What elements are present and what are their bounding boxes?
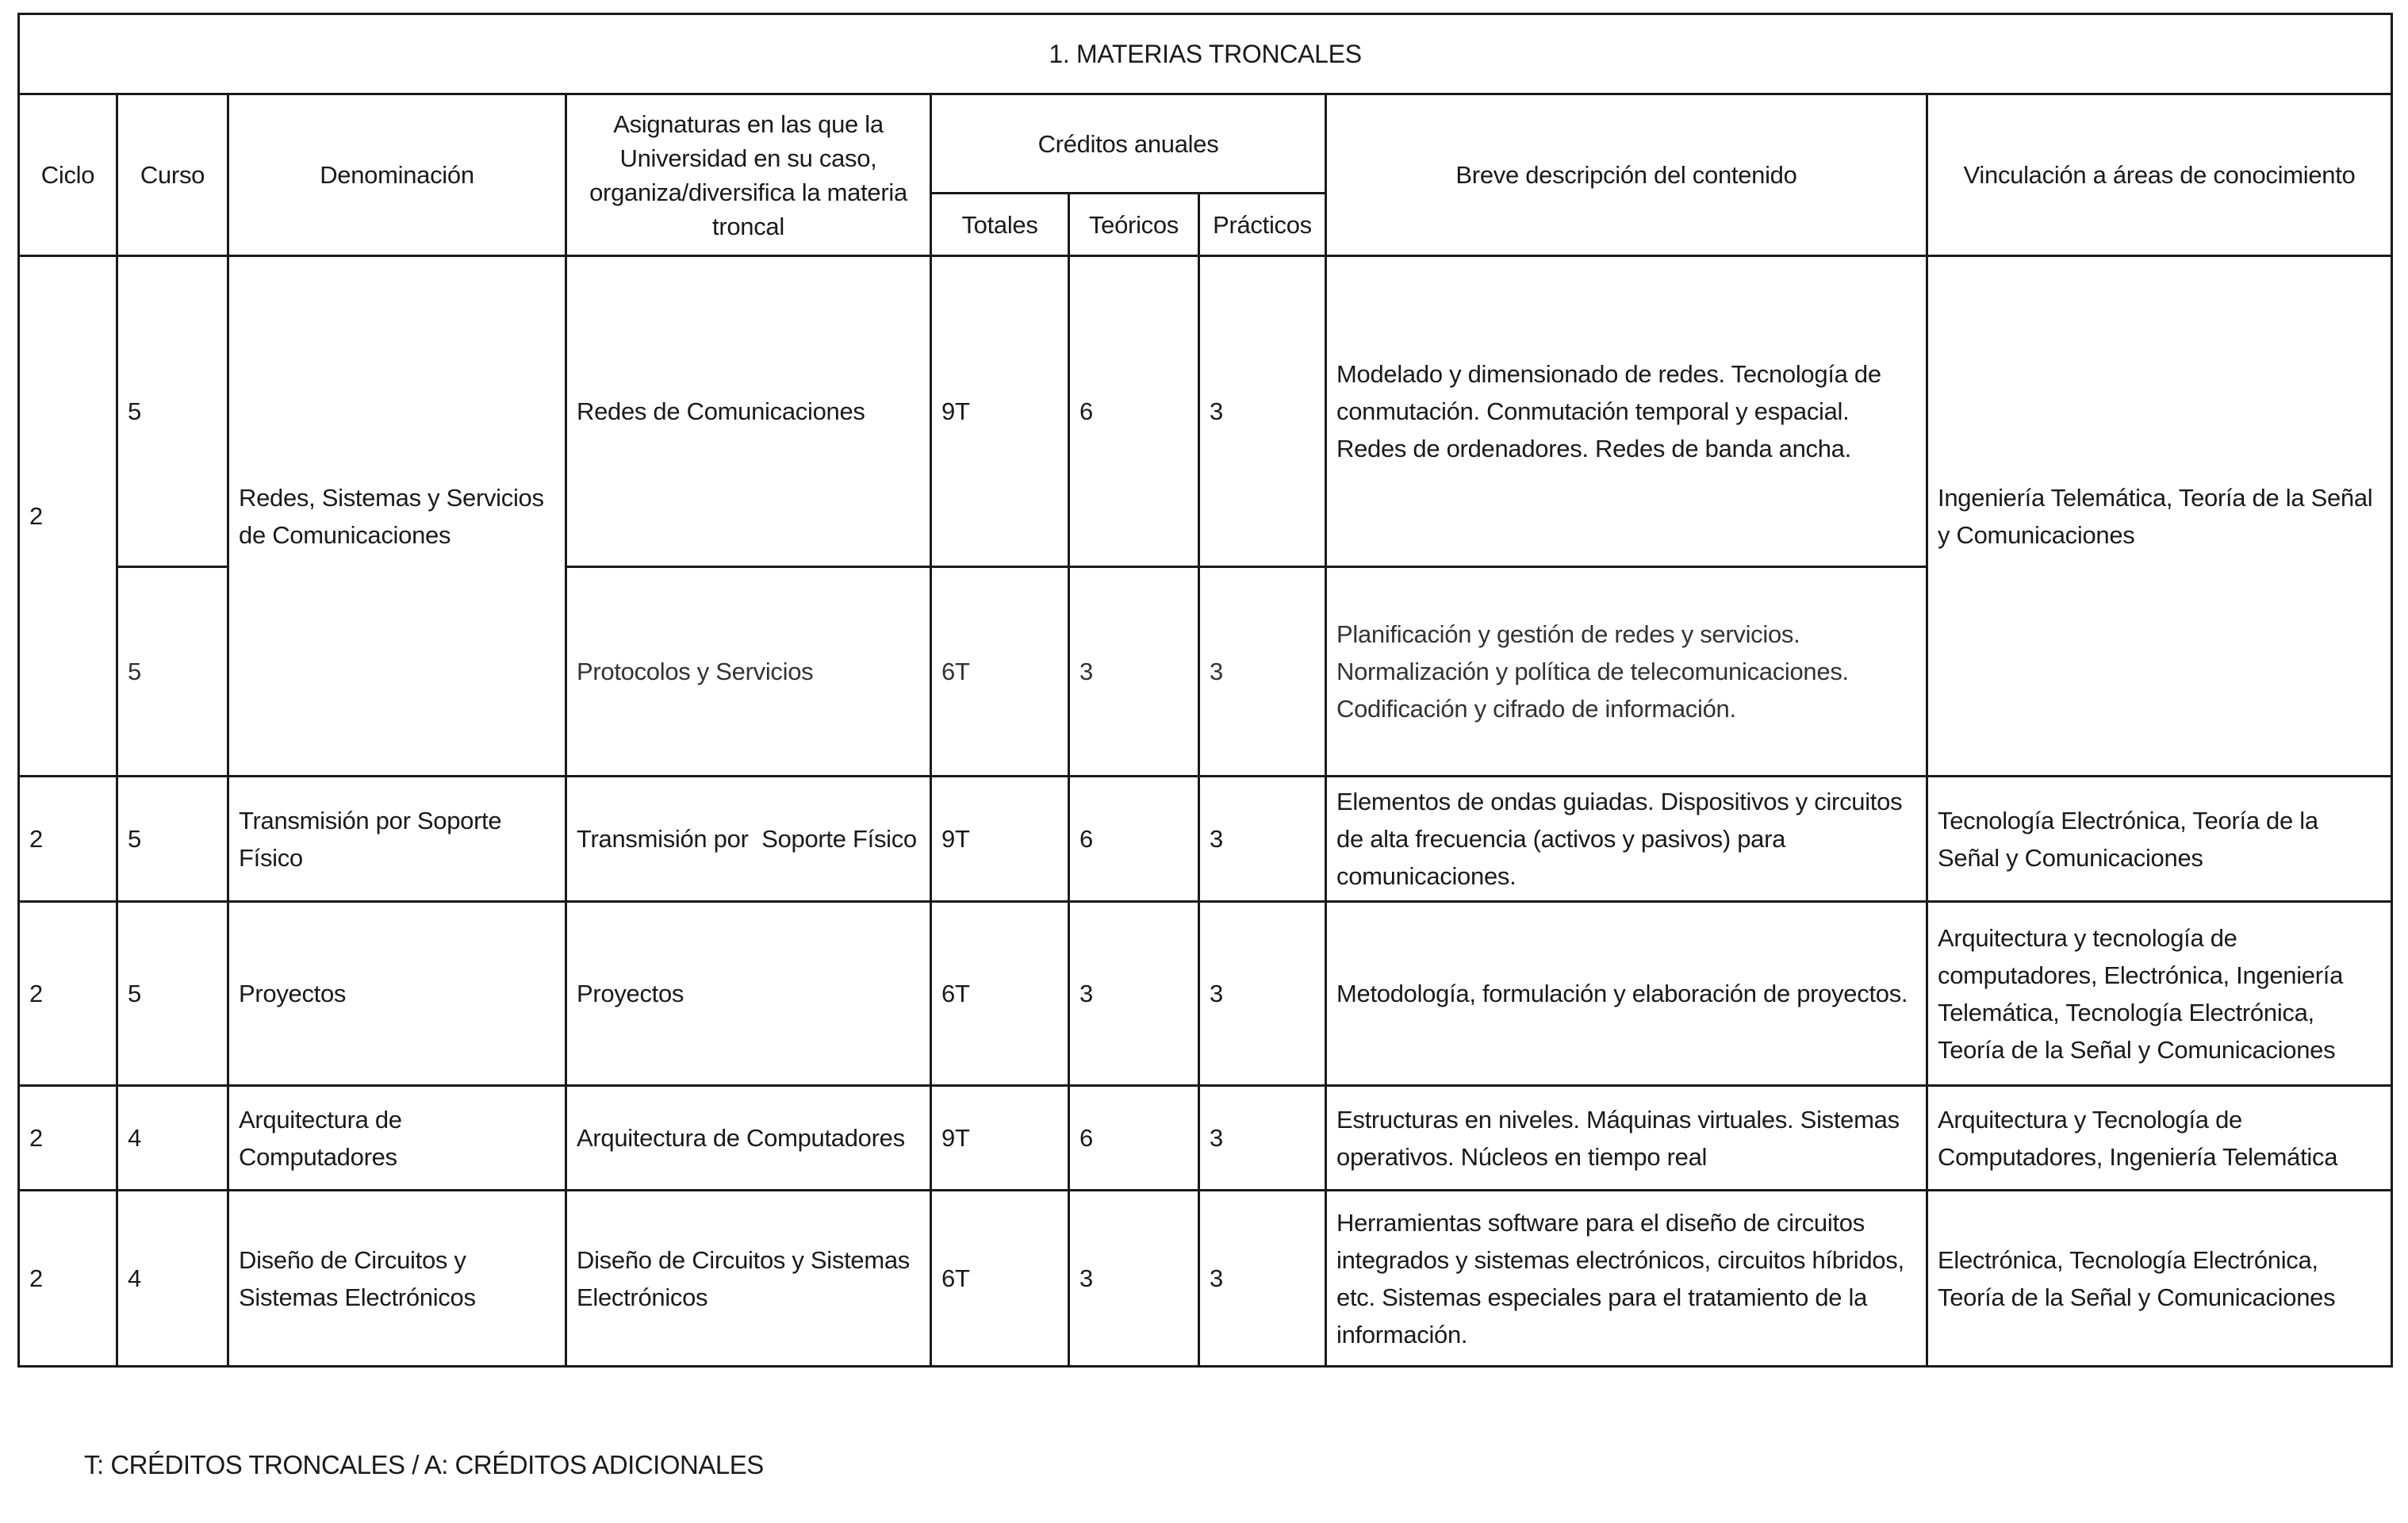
cell-curso: 4 <box>117 1191 228 1367</box>
cell-curso: 5 <box>117 256 228 567</box>
cell-totales: 9T <box>931 256 1069 567</box>
footnote: T: CRÉDITOS TRONCALES / A: CRÉDITOS ADICIONALES <box>84 1450 764 1479</box>
cell-denominacion: Arquitectura de Computadores <box>228 1086 566 1191</box>
cell-descripcion: Estructuras en niveles. Máquinas virtuales. Sistemas operativos. Núcleos en tiempo real <box>1326 1086 1927 1191</box>
cell-ciclo: 2 <box>19 256 117 777</box>
header-creditos-anuales: Créditos anuales <box>931 94 1326 194</box>
cell-ciclo: 2 <box>19 1086 117 1191</box>
cell-asignatura: Diseño de Circuitos y Sistemas Electrónicos <box>566 1191 931 1367</box>
cell-practicos: 3 <box>1199 256 1326 567</box>
cell-teoricos: 6 <box>1069 777 1199 902</box>
cell-vinculacion: Tecnología Electrónica, Teoría de la Señal y Comunicaciones <box>1927 777 2392 902</box>
cell-descripcion: Planificación y gestión de redes y servicios. Normalización y política de telecomunicaciones. Codificación y cifrado de información. <box>1326 567 1927 777</box>
table-row <box>19 777 2392 902</box>
cell-curso: 5 <box>117 777 228 902</box>
header-teoricos: Teóricos <box>1069 194 1199 256</box>
cell-practicos: 3 <box>1199 902 1326 1086</box>
header-row-1 <box>19 94 2392 194</box>
cell-totales: 9T <box>931 777 1069 902</box>
header-ciclo: Ciclo <box>19 94 117 256</box>
cell-teoricos: 6 <box>1069 256 1199 567</box>
cell-asignatura: Protocolos y Servicios <box>566 567 931 777</box>
cell-descripcion: Elementos de ondas guiadas. Dispositivos y circuitos de alta frecuencia (activos y pasivos) para comunicaciones. <box>1326 777 1927 902</box>
cell-totales: 6T <box>931 1191 1069 1367</box>
cell-totales: 6T <box>931 567 1069 777</box>
cell-descripcion: Metodología, formulación y elaboración de proyectos. <box>1326 902 1927 1086</box>
cell-practicos: 3 <box>1199 567 1326 777</box>
materias-troncales-table <box>17 13 2393 1368</box>
header-totales: Totales <box>931 194 1069 256</box>
cell-teoricos: 3 <box>1069 1191 1199 1367</box>
header-curso: Curso <box>117 94 228 256</box>
cell-asignatura: Redes de Comunicaciones <box>566 256 931 567</box>
cell-descripcion: Modelado y dimensionado de redes. Tecnología de conmutación. Conmutación temporal y espacial. Redes de ordenadores. Redes de banda ancha. <box>1326 256 1927 567</box>
table-row <box>19 1191 2392 1367</box>
cell-curso: 5 <box>117 567 228 777</box>
cell-teoricos: 6 <box>1069 1086 1199 1191</box>
header-practicos: Prácticos <box>1199 194 1326 256</box>
cell-vinculacion: Arquitectura y Tecnología de Computadores, Ingeniería Telemática <box>1927 1086 2392 1191</box>
header-asignaturas: Asignaturas en las que la Universidad en su caso, organiza/diversifica la materia troncal <box>566 94 931 256</box>
cell-vinculacion: Ingeniería Telemática, Teoría de la Señal y Comunicaciones <box>1927 256 2392 777</box>
cell-denominacion: Proyectos <box>228 902 566 1086</box>
cell-ciclo: 2 <box>19 777 117 902</box>
header-vinculacion: Vinculación a áreas de conocimiento <box>1927 94 2392 256</box>
cell-practicos: 3 <box>1199 1191 1326 1367</box>
cell-asignatura: Arquitectura de Computadores <box>566 1086 931 1191</box>
cell-vinculacion: Arquitectura y tecnología de computadores, Electrónica, Ingeniería Telemática, Tecnología Electrónica, Teoría de la Señal y Comunicaciones <box>1927 902 2392 1086</box>
header-denominacion: Denominación <box>228 94 566 256</box>
title-row <box>19 14 2392 94</box>
cell-denominacion: Transmisión por Soporte Físico <box>228 777 566 902</box>
cell-descripcion: Herramientas software para el diseño de circuitos integrados y sistemas electrónicos, circuitos híbridos, etc. Sistemas especiales para el tratamiento de la información. <box>1326 1191 1927 1367</box>
cell-totales: 9T <box>931 1086 1069 1191</box>
cell-ciclo: 2 <box>19 1191 117 1367</box>
cell-vinculacion: Electrónica, Tecnología Electrónica, Teoría de la Señal y Comunicaciones <box>1927 1191 2392 1367</box>
cell-asignatura: Transmisión por Soporte Físico <box>566 777 931 902</box>
table-row <box>19 1086 2392 1191</box>
cell-denominacion: Diseño de Circuitos y Sistemas Electrónicos <box>228 1191 566 1367</box>
cell-totales: 6T <box>931 902 1069 1086</box>
cell-teoricos: 3 <box>1069 567 1199 777</box>
cell-practicos: 3 <box>1199 1086 1326 1191</box>
cell-practicos: 3 <box>1199 777 1326 902</box>
table-row <box>19 256 2392 567</box>
cell-asignatura: Proyectos <box>566 902 931 1086</box>
header-descripcion: Breve descripción del contenido <box>1326 94 1927 256</box>
cell-teoricos: 3 <box>1069 902 1199 1086</box>
cell-denominacion: Redes, Sistemas y Servicios de Comunicaciones <box>228 256 566 777</box>
table-row <box>19 902 2392 1086</box>
table-title: 1. MATERIAS TRONCALES <box>19 14 2392 94</box>
cell-curso: 5 <box>117 902 228 1086</box>
cell-ciclo: 2 <box>19 902 117 1086</box>
cell-curso: 4 <box>117 1086 228 1191</box>
